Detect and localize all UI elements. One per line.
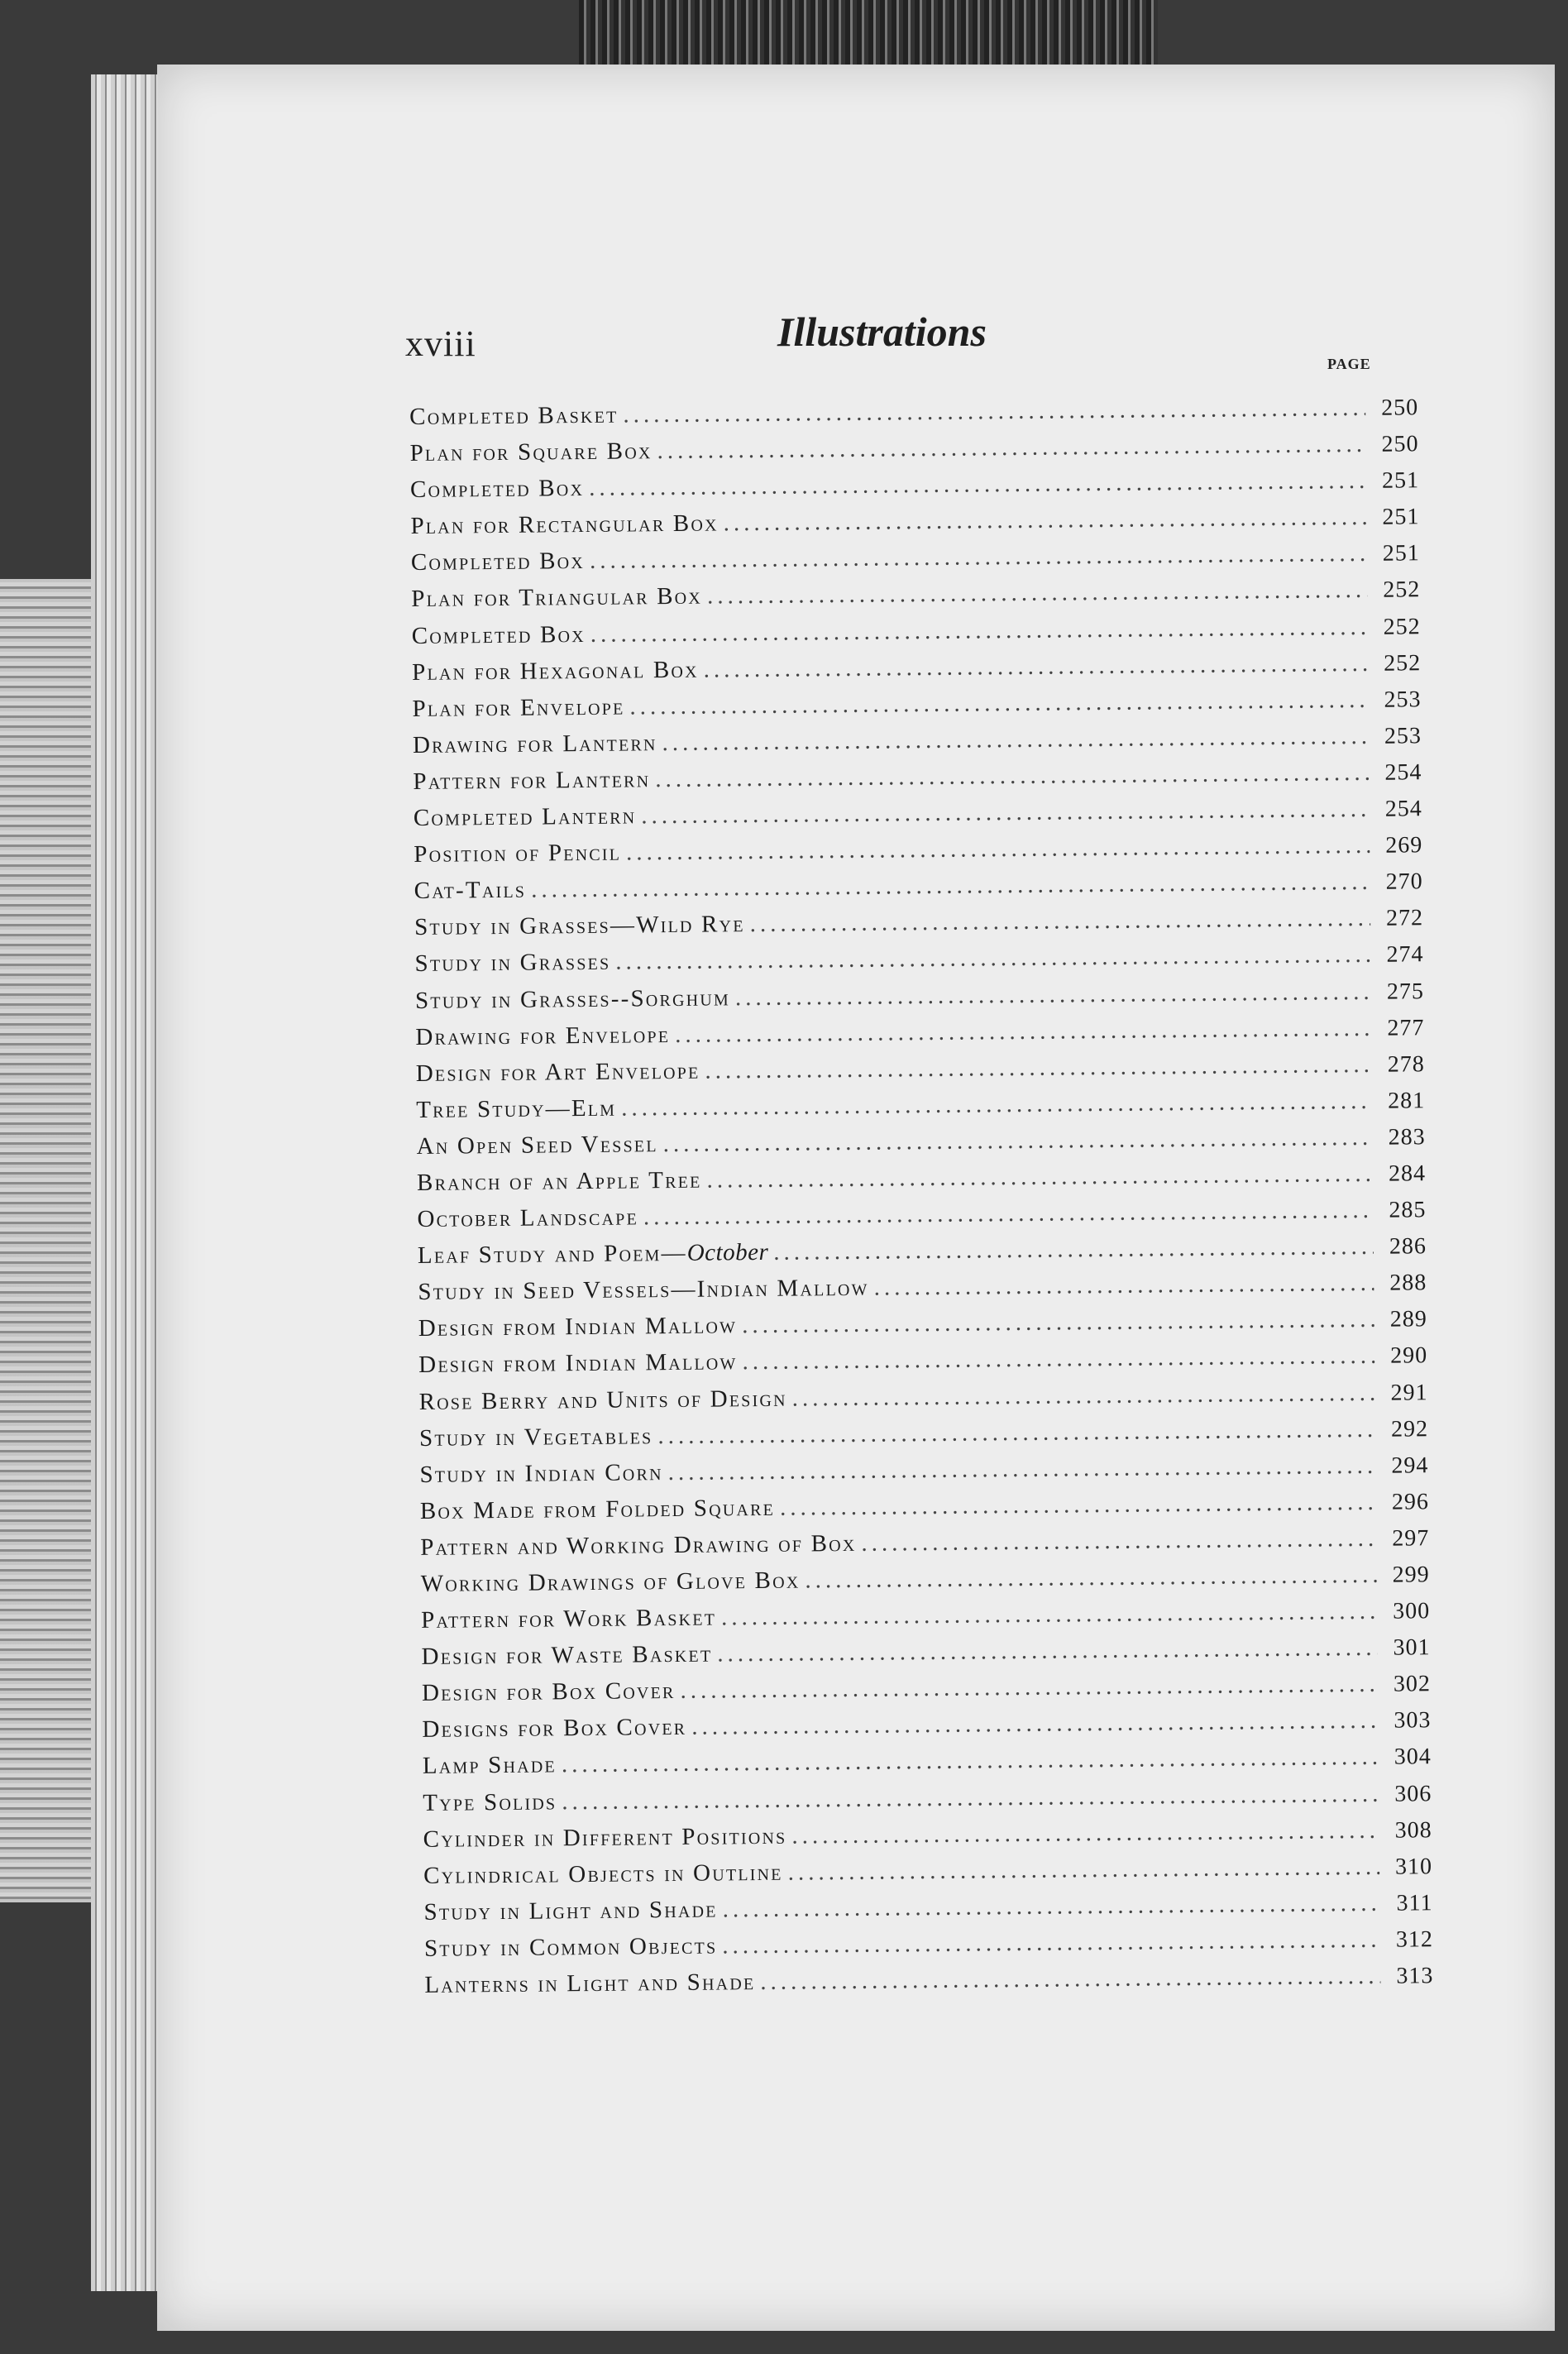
entry-title: Type Solids [423, 1787, 557, 1816]
entry-title: Lamp Shade [422, 1751, 557, 1780]
entry-title: Study in Light and Shade [423, 1896, 718, 1926]
entry-title: An Open Seed Vessel [416, 1131, 658, 1160]
entry-title: Plan for Hexagonal Box [412, 656, 699, 686]
dot-leader [742, 1301, 1374, 1343]
entry-title: Plan for Envelope [412, 693, 625, 722]
dot-leader [735, 973, 1371, 1015]
entry-page-number: 251 [1382, 540, 1421, 567]
entry-page-number: 250 [1381, 395, 1419, 421]
entry-title: Pattern for Work Basket [421, 1604, 717, 1634]
entry-page-number: 306 [1394, 1780, 1432, 1807]
running-title: Illustrations [777, 309, 987, 355]
entry-title: Design for Box Cover [421, 1677, 676, 1707]
scanner-background-left [0, 579, 99, 1902]
entry-title: Design for Waste Basket [421, 1640, 713, 1671]
entry-page-number: 311 [1396, 1890, 1433, 1916]
entry-page-number: 308 [1394, 1816, 1432, 1844]
entry-page-number: 304 [1394, 1744, 1432, 1771]
entry-title: Box Made from Folded Square [419, 1494, 776, 1524]
entry-page-number: 270 [1385, 868, 1423, 895]
dot-leader [704, 645, 1369, 688]
entry-page-number: 290 [1390, 1342, 1428, 1370]
entry-title: Completed Lantern [413, 802, 637, 832]
entry-title: Position of Pencil [414, 839, 622, 868]
entry-title: Cat-Tails [414, 876, 527, 905]
entry-page-number: 313 [1396, 1963, 1434, 1989]
entry-page-number: 272 [1385, 905, 1424, 932]
entry-title: Pattern for Lantern [413, 766, 651, 795]
entry-page-number: 251 [1381, 467, 1420, 494]
entry-title: Completed Box [410, 548, 586, 577]
entry-page-number: 294 [1391, 1452, 1429, 1479]
dot-leader [749, 900, 1370, 942]
entry-title: Plan for Rectangular Box [410, 510, 719, 540]
entry-title: Designs for Box Cover [422, 1714, 687, 1744]
entry-page-number: 274 [1386, 941, 1424, 969]
entry-page-number: 302 [1393, 1671, 1432, 1697]
entry-title: Drawing for Envelope [415, 1021, 671, 1050]
entry-page-number: 312 [1395, 1926, 1434, 1953]
page-number-folio: xviii [405, 323, 476, 364]
entry-title: Lanterns in Light and Shade [424, 1969, 756, 1998]
entry-page-number: 252 [1383, 577, 1421, 604]
entry-page-number: 299 [1392, 1562, 1430, 1588]
entry-page-number: 277 [1387, 1014, 1425, 1041]
dot-leader [787, 1849, 1379, 1891]
dot-leader [773, 1228, 1374, 1270]
entry-page-number: 281 [1388, 1088, 1426, 1114]
entry-page-number: 303 [1394, 1707, 1432, 1734]
dot-leader [760, 1958, 1380, 2000]
entry-title: Cylinder in Different Positions [423, 1822, 787, 1853]
entry-title: Design from Indian Mallow [418, 1312, 738, 1342]
entry-page-number: 285 [1389, 1197, 1427, 1223]
entry-title: Design from Indian Mallow [418, 1348, 738, 1379]
page-header [405, 308, 1410, 374]
entry-title: Study in Common Objects [423, 1932, 718, 1962]
dot-leader [722, 1921, 1380, 1964]
entry-title: Plan for Triangular Box [411, 583, 703, 613]
entry-page-number: 301 [1393, 1634, 1431, 1661]
entry-page-number: 251 [1382, 504, 1420, 530]
dot-leader [861, 1520, 1376, 1562]
entry-page-number: 278 [1387, 1050, 1425, 1078]
entry-title: Study in Seed Vessels—Indian Mallow [418, 1274, 869, 1306]
dot-leader [691, 1702, 1379, 1745]
entry-title: Study in Grasses [414, 949, 611, 978]
entry-title: Study in Indian Corn [419, 1458, 663, 1488]
entry-page-number: 296 [1391, 1489, 1430, 1515]
dot-leader [721, 1593, 1377, 1636]
dot-leader [723, 499, 1366, 542]
dot-leader [707, 572, 1368, 615]
entry-title: Tree Study—Elm [416, 1094, 617, 1123]
entry-page-number: 253 [1384, 687, 1422, 713]
entry-page-number: 252 [1383, 649, 1422, 677]
entry-page-number: 253 [1384, 723, 1422, 749]
dot-leader [742, 1337, 1374, 1380]
entry-title: October Landscape [417, 1203, 639, 1233]
entry-title: Study in Grasses--Sorghum [414, 983, 731, 1014]
entry-page-number: 291 [1390, 1379, 1428, 1406]
entry-title: Pattern and Working Drawing of Box [420, 1529, 857, 1561]
dot-leader [805, 1557, 1377, 1599]
entry-title: Design for Art Envelope [415, 1057, 700, 1087]
page-column-label: PAGE [1327, 356, 1371, 372]
entry-page-number: 254 [1384, 759, 1422, 786]
entry-title: Leaf Study and Poem—October [417, 1239, 769, 1270]
dot-leader [780, 1484, 1376, 1526]
entry-page-number: 286 [1389, 1233, 1427, 1260]
entry-title: Branch of an Apple Tree [416, 1166, 702, 1196]
entry-page-number: 310 [1394, 1853, 1433, 1880]
dot-leader [873, 1265, 1374, 1306]
entry-page-number: 300 [1392, 1598, 1431, 1624]
illustrations-list [409, 389, 1434, 2003]
entry-page-number: 292 [1390, 1415, 1429, 1443]
entry-title: Cylindrical Objects in Outline [423, 1859, 783, 1889]
entry-page-number: 275 [1386, 978, 1425, 1005]
entry-page-number: 297 [1392, 1525, 1430, 1552]
dot-leader [791, 1811, 1379, 1854]
dot-leader [722, 1885, 1379, 1928]
entry-title: Working Drawings of Glove Box [420, 1567, 801, 1597]
entry-title: Rose Berry and Units of Design [418, 1385, 787, 1415]
dot-leader [717, 1629, 1378, 1672]
entry-title: Completed Basket [409, 401, 619, 430]
entry-title: Completed Box [411, 620, 586, 649]
dot-leader [706, 1155, 1373, 1199]
entry-title: Study in Vegetables [418, 1422, 653, 1452]
entry-title: Plan for Square Box [409, 438, 653, 467]
scanner-background-top [579, 0, 1158, 66]
dot-leader [705, 1046, 1372, 1089]
entry-title: Study in Grasses—Wild Rye [414, 911, 745, 941]
entry-page-number: 284 [1388, 1160, 1427, 1187]
entry-page-number: 283 [1388, 1124, 1426, 1151]
entry-page-number: 254 [1384, 796, 1422, 822]
entry-page-number: 269 [1385, 832, 1423, 859]
entry-page-number: 288 [1389, 1270, 1427, 1296]
entry-title-italic: October [686, 1239, 769, 1266]
entry-page-number: 252 [1383, 613, 1421, 640]
dot-leader [791, 1374, 1374, 1416]
entry-page-number: 250 [1381, 431, 1419, 457]
entry-title: Drawing for Lantern [412, 729, 657, 758]
entry-page-number: 289 [1389, 1306, 1427, 1333]
entry-title: Completed Box [409, 475, 585, 504]
